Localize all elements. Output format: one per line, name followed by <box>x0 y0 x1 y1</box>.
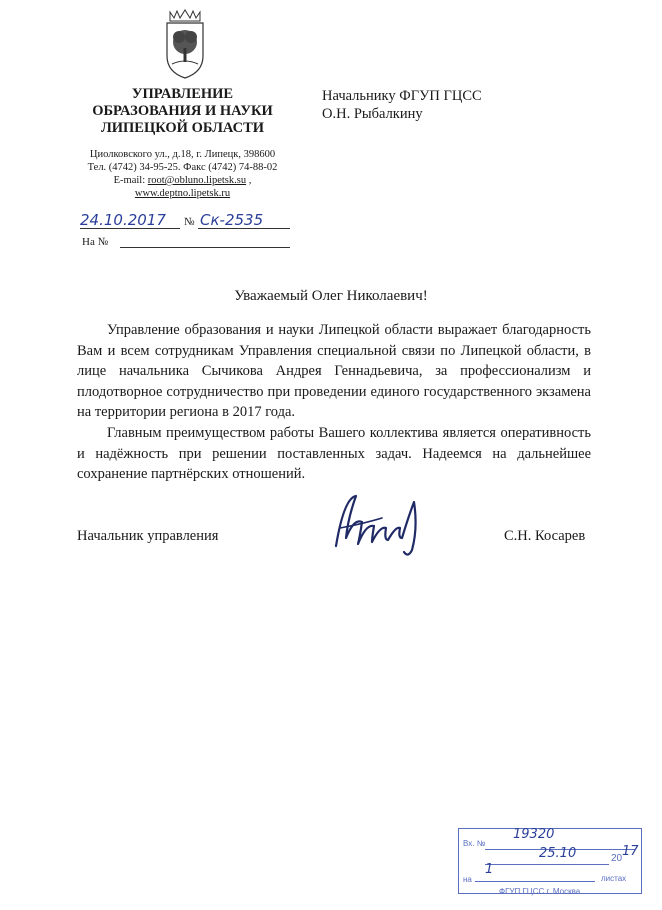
stamp-sheets: 1 <box>485 862 494 877</box>
org-title-line: УПРАВЛЕНИЕ <box>131 86 234 102</box>
stamp-in-number: 19320 <box>513 827 555 842</box>
body-paragraph: Управление образования и науки Липецкой области выражает благодарность Вам и всем сотрудникам Управления специальной связи по Липецкой области, в лице начальника Сычикова Андрея Геннадьевича, за профессионализм и плодотворное сотрудничество при проведении единого государственного экзамена на территории региона в 2017 года. <box>77 322 591 421</box>
recipient-block <box>322 87 482 123</box>
date-underline <box>80 228 180 229</box>
signatory-name: С.Н. Косарев <box>504 528 586 544</box>
number-underline <box>198 228 290 229</box>
org-title <box>70 86 295 137</box>
email-prefix: E-mail: <box>113 175 148 186</box>
recipient-name: О.Н. Рыбалкину <box>322 106 423 122</box>
letter-body <box>77 320 591 485</box>
email-suffix: , <box>246 175 252 186</box>
org-title-line: ЛИПЕЦКОЙ ОБЛАСТИ <box>100 120 265 136</box>
org-title-line: ОБРАЗОВАНИЯ И НАУКИ <box>92 103 273 119</box>
signatory-position: Начальник управления <box>77 528 219 544</box>
salutation: Уважаемый Олег Николаевич! <box>234 288 428 304</box>
org-phone: Тел. (4742) 34-95-25. Факс (4742) 74-88-02 <box>87 162 278 173</box>
stamp-year: 17 <box>622 844 639 859</box>
stamp-org: ФГУП ГЦСС г. Москва <box>499 887 581 896</box>
stamp-in-label: Вх. № <box>463 839 486 848</box>
reply-to-underline <box>120 247 290 248</box>
website-link[interactable]: www.deptno.lipetsk.ru <box>134 188 231 199</box>
incoming-stamp <box>458 828 642 894</box>
org-contacts <box>70 148 295 200</box>
stamp-sheets-prefix: на <box>463 875 472 884</box>
reply-to-label: На № <box>82 236 109 248</box>
stamp-year-prefix: 20 <box>611 853 623 864</box>
email-link[interactable]: root@obluno.lipetsk.su <box>147 175 247 186</box>
org-address: Циолковского ул., д.18, г. Липецк, 398600 <box>89 149 276 160</box>
org-email-row <box>70 174 295 187</box>
number-label: № <box>184 216 195 228</box>
coat-of-arms-icon <box>162 8 208 80</box>
outgoing-number: Ск-2535 <box>200 211 264 229</box>
outgoing-date: 24.10.2017 <box>80 211 166 229</box>
stamp-date: 25.10 <box>539 846 577 861</box>
recipient-title: Начальнику ФГУП ГЦСС <box>322 88 482 104</box>
handwritten-signature <box>322 488 442 560</box>
body-paragraph: Главным преимуществом работы Вашего коллектива является оперативность и надёжность при решении поставленных задач. Надеемся на дальнейшее сохранение партнёрских отношений. <box>77 424 591 483</box>
stamp-sheets-label: листах <box>601 874 627 883</box>
